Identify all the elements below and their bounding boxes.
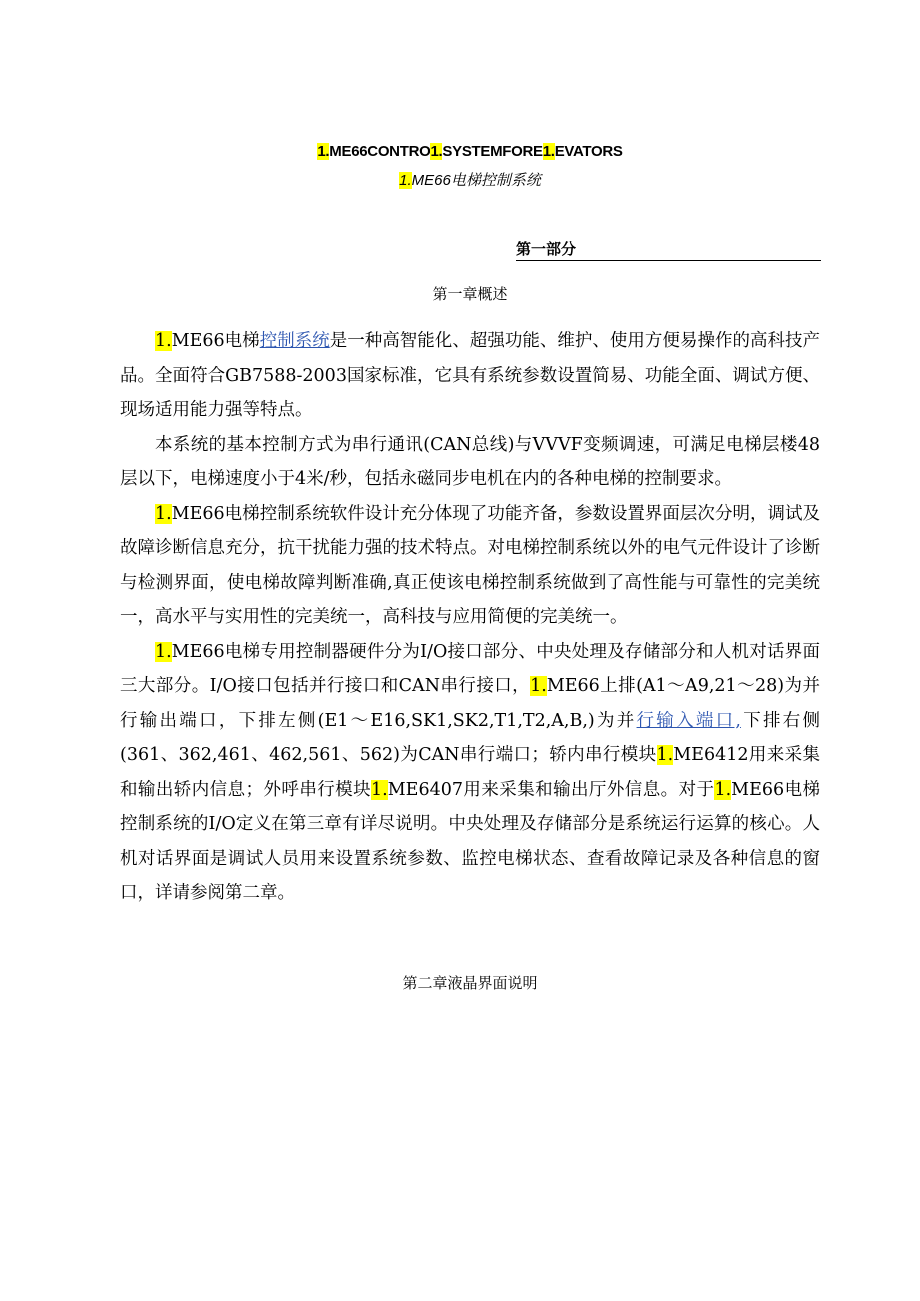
part-heading-rule: [516, 260, 821, 261]
highlight-mark: 1.: [714, 779, 732, 800]
paragraph-1: 1.ME66电梯控制系统是一种高智能化、超强功能、维护、使用方便易操作的高科技产品。全面符合GB7588-2003国家标准，它具有系统参数设置简易、功能全面、调试方便、现场适用能力强等特点。: [120, 331, 821, 420]
paragraph-3: 1.ME66电梯控制系统软件设计充分体现了功能齐备，参数设置界面层次分明，调试及故障诊断信息充分，抗干扰能力强的技术特点。对电梯控制系统以外的电气元件设计了诊断与检测界面，使电梯故障判断准确,真正使该电梯控制系统做到了高性能与可靠性的完美统一，高水平与实用性的完美统一，高科技与应用简便的完美统一。: [120, 503, 820, 627]
highlight-mark: 1.: [371, 779, 388, 800]
highlight-mark: 1.: [656, 745, 674, 765]
paragraph-4: 1.ME66电梯专用控制器硬件分为I/O接口部分、中央处理及存储部分和人机对话界面三大部分。I/O接口包括并行接口和CAN串行接口，1.ME66上排(A1～A9,21～28)为并行输出端口，下排左侧(E1～E16,SK1,SK2,T1,T2,A,B,)为并行输入端口,下排右侧(361、362,461、462,561、562)为CAN串行端口；轿内串行模块1.ME6412用来采集和输出轿内信息；外呼串行模块1.ME6407用来采集和输出厅外信息。对于1.ME66电梯控制系统的I/O定义在第三章有详尽说明。中央处理及存储部分是系统运行运算的核心。人机对话界面是调试人员用来设置系统参数、监控电梯状态、查看故障记录及各种信息的窗口，详请参阅第二章。: [120, 641, 820, 903]
title-highlight: 1.: [542, 143, 555, 160]
part-heading: 第一部分: [516, 240, 577, 258]
highlight-mark: 1.: [155, 641, 172, 662]
document-body: [120, 324, 820, 911]
document-title-chinese: 1.ME66电梯控制系统: [399, 172, 541, 189]
highlight-mark: 1.: [155, 331, 172, 351]
highlight-mark: 1.: [155, 503, 172, 524]
chapter-2-heading: 第二章液晶界面说明: [402, 974, 538, 992]
title-highlight: 1.: [399, 172, 412, 189]
paragraph-2: 本系统的基本控制方式为串行通讯(CAN总线)与VVVF变频调速，可满足电梯层楼48层以下，电梯速度小于4米/秒，包括永磁同步电机在内的各种电梯的控制要求。: [120, 434, 820, 489]
title-highlight: 1.: [317, 143, 330, 160]
title-highlight: 1.: [430, 143, 443, 160]
control-system-link[interactable]: 控制系统: [259, 331, 330, 351]
document-title-english: 1.ME66CONTRO1.SYSTEMFORE1.EVATORS: [317, 143, 623, 160]
input-port-link[interactable]: 行输入端口,: [636, 710, 741, 731]
chapter-1-heading: 第一章概述: [432, 285, 508, 303]
highlight-mark: 1.: [530, 676, 547, 696]
